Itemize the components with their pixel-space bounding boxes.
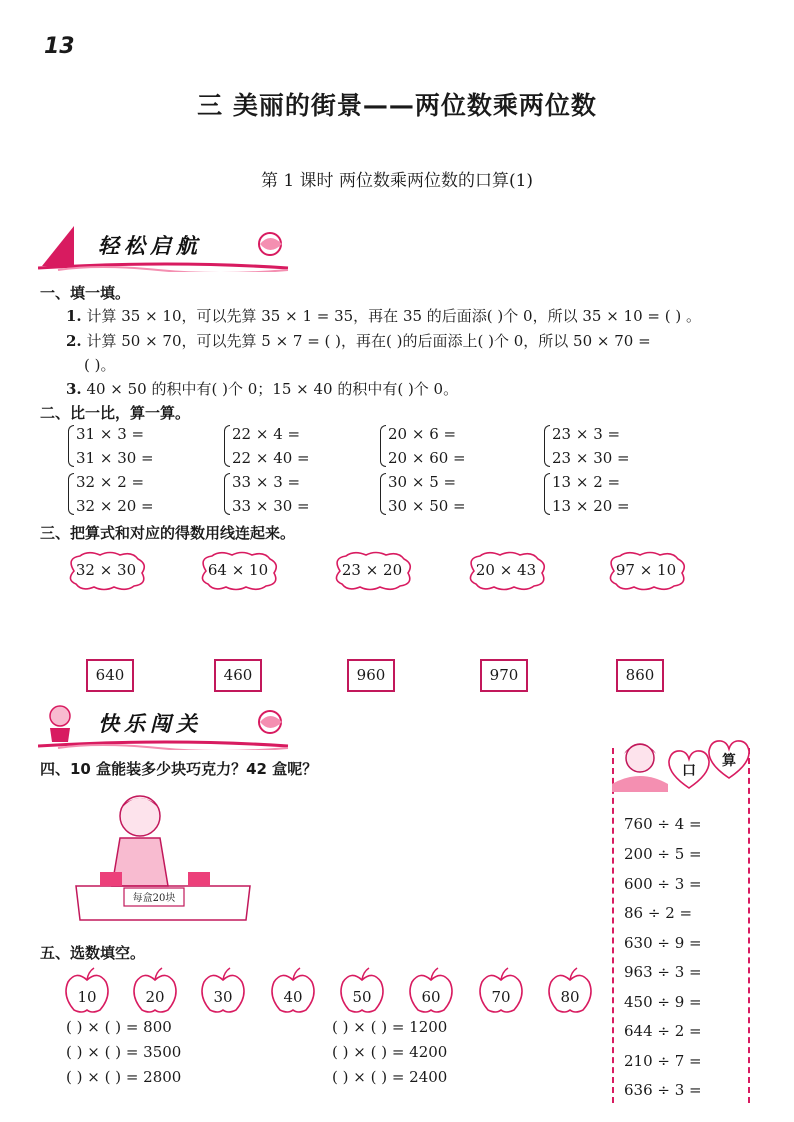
- number-apple[interactable]: 20: [132, 966, 178, 1014]
- banner-title: 轻松启航: [98, 234, 202, 258]
- section-3-heading: 三、把算式和对应的得数用线连起来。: [40, 524, 296, 542]
- heart-label-suan: 算: [706, 738, 752, 780]
- mental-math-item: 600 ÷ 3 =: [624, 875, 702, 893]
- expression-cloud[interactable]: 32 × 30: [64, 550, 148, 592]
- number-apple[interactable]: 50: [339, 966, 385, 1014]
- result-box[interactable]: 460: [214, 659, 262, 692]
- result-box[interactable]: 970: [480, 659, 528, 692]
- compare-pair: 32 × 2 = 32 × 20 =: [68, 470, 154, 518]
- expression-cloud[interactable]: 97 × 10: [604, 550, 688, 592]
- banner-easy-start: [38, 224, 298, 272]
- compare-pair: 22 × 4 = 22 × 40 =: [224, 422, 310, 470]
- heart-label-kou: 口: [666, 748, 712, 790]
- box-label: 每盒20块: [132, 893, 176, 904]
- mental-math-item: 450 ÷ 9 =: [624, 993, 702, 1011]
- compare-pair: 20 × 6 = 20 × 60 =: [380, 422, 466, 470]
- mental-math-item: 630 ÷ 9 =: [624, 934, 702, 952]
- mental-math-item: 200 ÷ 5 =: [624, 845, 702, 863]
- fill-blank-equation[interactable]: ( ) × ( ) = 800: [66, 1018, 172, 1036]
- fill-blank-equation[interactable]: ( ) × ( ) = 4200: [332, 1043, 448, 1061]
- section-5-heading: 五、选数填空。: [40, 944, 146, 962]
- question-1-2-cont: ( )。: [84, 356, 116, 374]
- number-apple[interactable]: 30: [200, 966, 246, 1014]
- compare-pair: 33 × 3 = 33 × 30 =: [224, 470, 310, 518]
- compare-pair: 23 × 3 = 23 × 30 =: [544, 422, 630, 470]
- number-apple[interactable]: 80: [547, 966, 593, 1014]
- section-4-heading: 四、10 盒能装多少块巧克力？42 盒呢？: [40, 760, 318, 778]
- result-box[interactable]: 960: [347, 659, 395, 692]
- fill-blank-equation[interactable]: ( ) × ( ) = 2800: [66, 1068, 182, 1086]
- expression-cloud[interactable]: 23 × 20: [330, 550, 414, 592]
- compare-pair: 30 × 5 = 30 × 50 =: [380, 470, 466, 518]
- section-1-heading: 一、填一填。: [40, 284, 131, 302]
- mental-math-panel: [612, 748, 750, 1103]
- lesson-title: 第 1 课时 两位数乘两位数的口算(1): [260, 171, 534, 191]
- mental-math-item: 760 ÷ 4 =: [624, 815, 702, 833]
- expression-cloud[interactable]: 64 × 10: [196, 550, 280, 592]
- mental-math-item: 86 ÷ 2 =: [624, 904, 693, 922]
- question-1-1: 1. 计算 35 × 10，可以先算 35 × 1 = 35，再在 35 的后面添( )个 0，所以 35 × 10 = ( ) 。: [66, 307, 701, 325]
- mental-math-item: 636 ÷ 3 =: [624, 1081, 702, 1099]
- mental-math-item: 963 ÷ 3 =: [624, 963, 702, 981]
- girl-mascot-icon: [608, 738, 670, 792]
- fill-blank-equation[interactable]: ( ) × ( ) = 3500: [66, 1043, 182, 1061]
- number-apple[interactable]: 70: [478, 966, 524, 1014]
- compare-pair: 31 × 3 = 31 × 30 =: [68, 422, 154, 470]
- section-2-heading: 二、比一比，算一算。: [40, 404, 191, 422]
- mental-math-item: 644 ÷ 2 =: [624, 1022, 702, 1040]
- question-1-3: 3. 40 × 50 的积中有( )个 0；15 × 40 的积中有( )个 0。: [66, 380, 459, 398]
- unit-title: 三 美丽的街景——两位数乘两位数: [197, 91, 597, 120]
- number-apple[interactable]: 60: [408, 966, 454, 1014]
- mental-math-item: 210 ÷ 7 =: [624, 1052, 702, 1070]
- number-apple[interactable]: 40: [270, 966, 316, 1014]
- expression-cloud[interactable]: 20 × 43: [464, 550, 548, 592]
- page-number: 13: [44, 34, 75, 59]
- number-apple[interactable]: 10: [64, 966, 110, 1014]
- result-box[interactable]: 640: [86, 659, 134, 692]
- result-box[interactable]: 860: [616, 659, 664, 692]
- question-1-2: 2. 计算 50 × 70，可以先算 5 × 7 = ( )，再在( )的后面添上( )个 0，所以 50 × 70 =: [66, 332, 651, 350]
- compare-pair: 13 × 2 = 13 × 20 =: [544, 470, 630, 518]
- banner-happy-challenge: [38, 702, 298, 750]
- fill-blank-equation[interactable]: ( ) × ( ) = 1200: [332, 1018, 448, 1036]
- girl-with-chocolate-box-illustration: [70, 780, 256, 930]
- banner-title: 快乐闯关: [98, 712, 202, 736]
- fill-blank-equation[interactable]: ( ) × ( ) = 2400: [332, 1068, 448, 1086]
